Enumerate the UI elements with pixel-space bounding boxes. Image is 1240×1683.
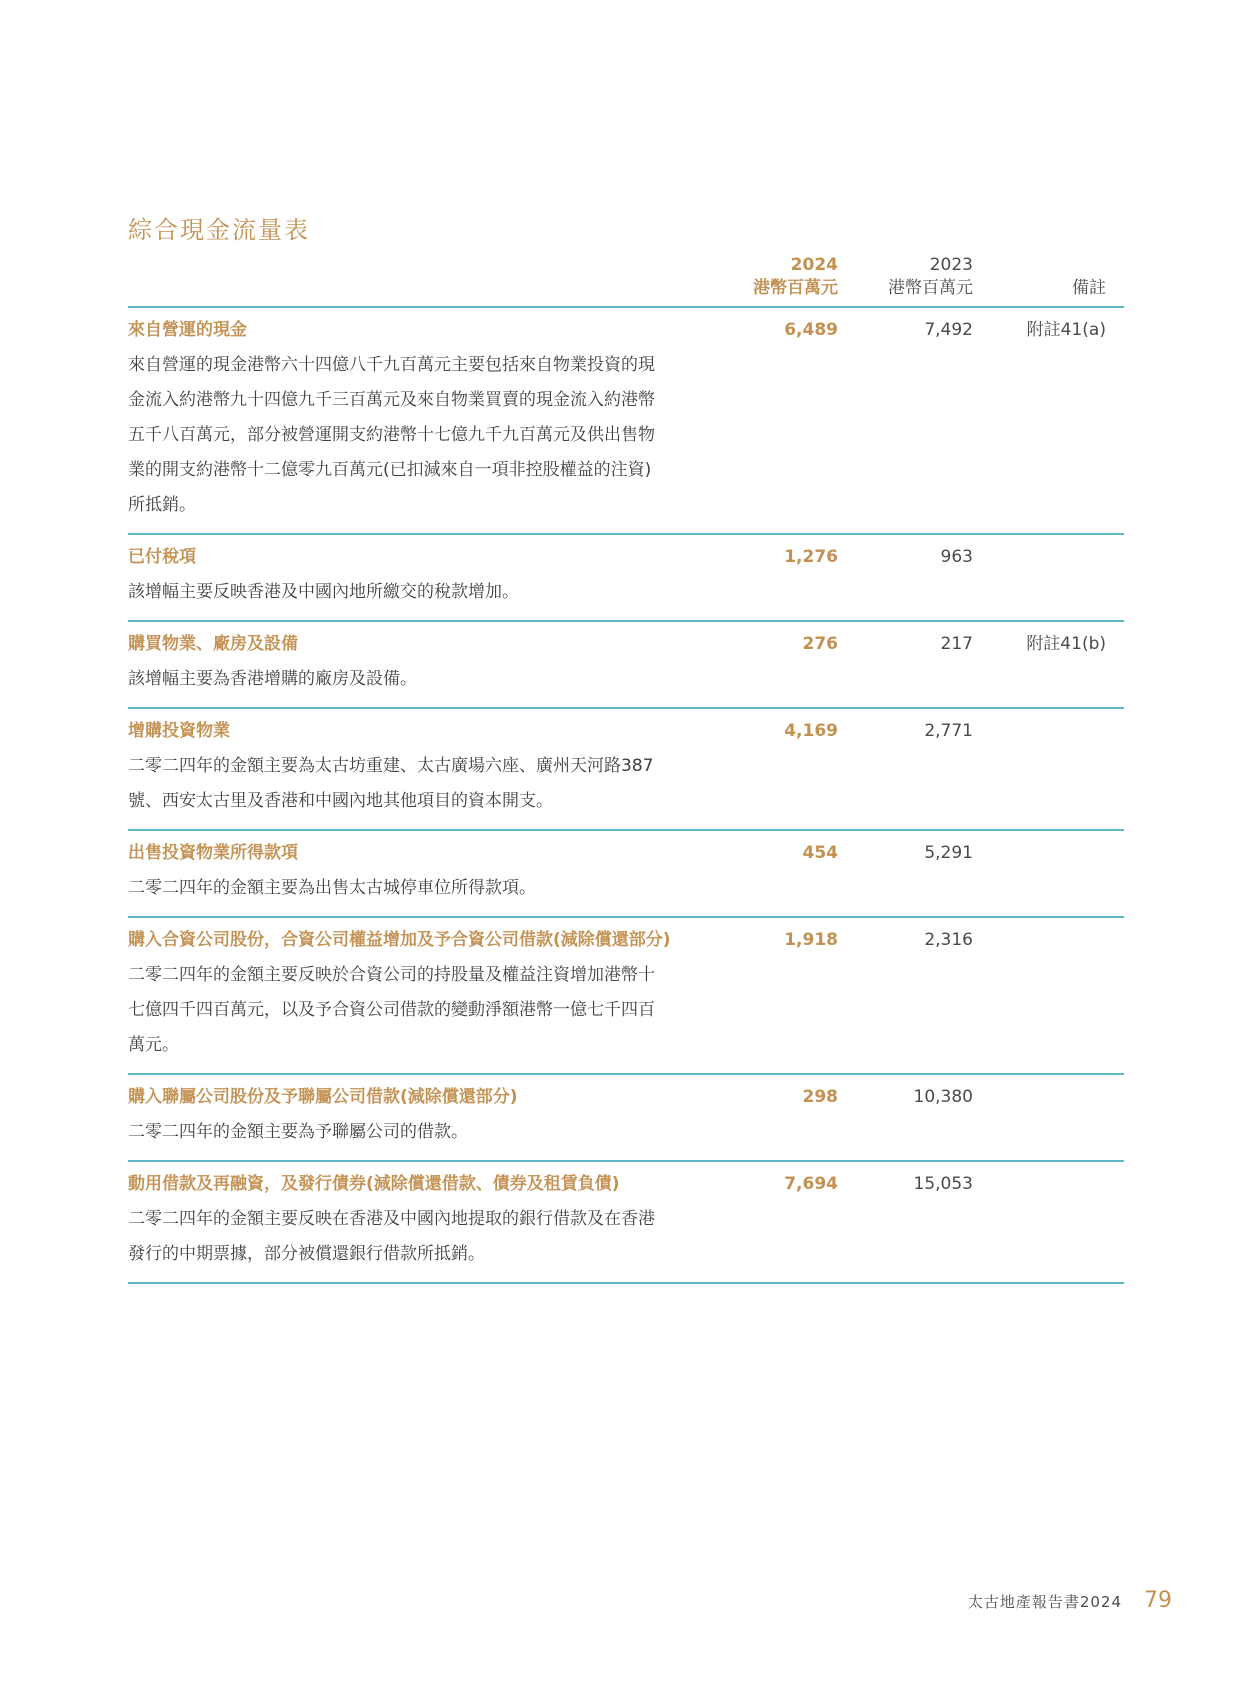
row-title: 已付稅項	[128, 547, 196, 567]
value-2023: 15,053	[913, 1174, 973, 1194]
table-row	[128, 918, 1124, 1075]
header-year-2024: 2024	[790, 255, 838, 275]
table-row	[128, 535, 1124, 622]
page-footer	[968, 1588, 1172, 1613]
value-2024: 298	[802, 1087, 838, 1107]
page-number: 79	[1144, 1588, 1172, 1613]
row-description: 該增幅主要為香港增購的廠房及設備。	[128, 669, 417, 689]
row-title: 購入合資公司股份，合資公司權益增加及予合資公司借款(減除償還部分)	[128, 930, 671, 950]
header-col-notes: 備註	[1072, 278, 1106, 298]
table-header	[128, 250, 1124, 308]
row-title: 增購投資物業	[128, 721, 230, 741]
value-2024: 7,694	[784, 1174, 838, 1194]
row-description: 二零二四年的金額主要反映在香港及中國內地提取的銀行借款及在香港發行的中期票據，部分被償還銀行借款所抵銷。	[128, 1209, 655, 1264]
table-row	[128, 831, 1124, 918]
table-row	[128, 622, 1124, 709]
header-unit-2024: 港幣百萬元	[753, 278, 838, 298]
value-2023: 2,316	[924, 930, 973, 950]
header-unit-2023: 港幣百萬元	[888, 278, 973, 298]
row-title: 動用借款及再融資，及發行債券(減除償還借款、債券及租賃負債)	[128, 1174, 620, 1194]
row-title: 購買物業、廠房及設備	[128, 634, 298, 654]
page-title: 綜合現金流量表	[128, 216, 310, 244]
value-2024: 276	[802, 634, 838, 654]
row-title: 來自營運的現金	[128, 320, 247, 340]
value-2024: 1,276	[784, 547, 838, 567]
value-2023: 7,492	[924, 320, 973, 340]
row-title: 出售投資物業所得款項	[128, 843, 298, 863]
report-name: 太古地產報告書2024	[967, 1593, 1122, 1611]
table-row	[128, 1075, 1124, 1162]
row-description: 該增幅主要反映香港及中國內地所繳交的稅款增加。	[128, 582, 519, 602]
table-row	[128, 308, 1124, 535]
row-note: 附註41(a)	[1026, 320, 1106, 340]
row-title: 購入聯屬公司股份及予聯屬公司借款(減除償還部分)	[128, 1087, 518, 1107]
row-description: 二零二四年的金額主要為予聯屬公司的借款。	[128, 1122, 468, 1142]
value-2023: 10,380	[913, 1087, 973, 1107]
value-2024: 454	[802, 843, 838, 863]
value-2023: 2,771	[924, 721, 973, 741]
table-row	[128, 709, 1124, 831]
table-row	[128, 1162, 1124, 1284]
header-col-2023	[888, 254, 973, 300]
row-note: 附註41(b)	[1026, 634, 1106, 654]
cash-flow-table	[128, 308, 1124, 1284]
value-2023: 217	[940, 634, 973, 654]
row-description: 二零二四年的金額主要為太古坊重建、太古廣場六座、廣州天河路387號、西安太古里及香港和中國內地其他項目的資本開支。	[128, 756, 654, 811]
value-2024: 1,918	[784, 930, 838, 950]
value-2024: 6,489	[784, 320, 838, 340]
header-col-2024	[753, 254, 838, 300]
header-year-2023: 2023	[929, 255, 973, 275]
value-2023: 5,291	[924, 843, 973, 863]
row-description: 來自營運的現金港幣六十四億八千九百萬元主要包括來自物業投資的現金流入約港幣九十四億九千三百萬元及來自物業買賣的現金流入約港幣五千八百萬元，部分被營運開支約港幣十七億九千九百萬元及供出售物業的開支約港幣十二億零九百萬元(已扣減來自一項非控股權益的注資)所抵銷。	[128, 355, 655, 515]
row-description: 二零二四年的金額主要反映於合資公司的持股量及權益注資增加港幣十七億四千四百萬元，以及予合資公司借款的變動淨額港幣一億七千四百萬元。	[128, 965, 655, 1055]
row-description: 二零二四年的金額主要為出售太古城停車位所得款項。	[128, 878, 536, 898]
value-2024: 4,169	[784, 721, 838, 741]
value-2023: 963	[940, 547, 973, 567]
